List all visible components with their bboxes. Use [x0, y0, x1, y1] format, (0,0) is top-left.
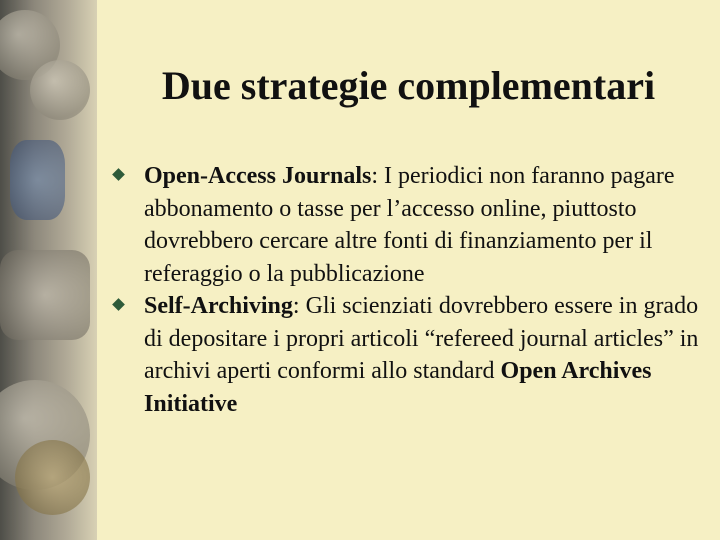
bullet-self-archiving: [112, 290, 712, 420]
bullet-separator: :: [292, 293, 300, 319]
bullet-text: Gli scienziati dovrebbero essere in grado di depositare i propri articoli “refereed journal articles” in archivi aperti conformi allo standard: [144, 293, 699, 384]
bullet-separator: :: [371, 163, 379, 189]
bullet-open-access-journals: [112, 160, 712, 290]
bullet-text: I periodici non faranno pagare abbonamento o tasse per l’accesso online, piuttosto dovrebbero cercare altre fonti di finanziamento per il referaggio o la pubblicazione: [144, 163, 675, 287]
bullet-diamond-icon: [112, 168, 125, 181]
slide-title: Due strategie complementari: [161, 63, 656, 108]
bullet-term: Self-Archiving: [144, 293, 293, 319]
bullet-list: [112, 160, 712, 420]
decorative-medal-photo-strip: [0, 0, 97, 540]
bullet-term: Open-Access Journals: [144, 163, 372, 189]
bullet-diamond-icon: [112, 298, 125, 311]
bullet-emphasis: Open Archives Initiative: [144, 358, 652, 417]
